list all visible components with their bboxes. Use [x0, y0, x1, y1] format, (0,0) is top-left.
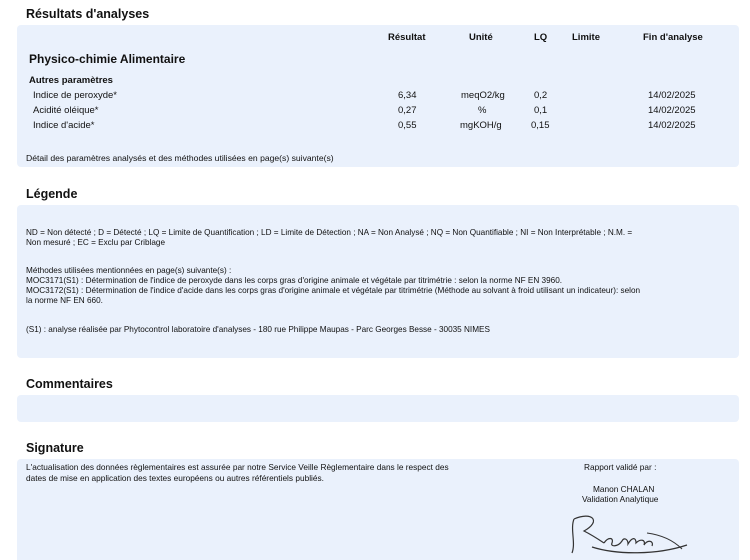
param-unit: % — [478, 105, 487, 116]
param-lq: 0,1 — [534, 105, 548, 116]
param-lq: 0,15 — [531, 120, 550, 131]
col-header-limite: Limite — [572, 32, 600, 43]
signature-section-title: Signature — [26, 441, 84, 455]
signature-text-line1: L'actualisation des données règlementaires est assurée par notre Service Veille Règlementaire dans le respect des — [26, 462, 449, 472]
method-moc3171: MOC3171(S1) : Détermination de l'indice de peroxyde dans les corps gras d'origine animale et végétale par titrimétrie : selon la norme NF EN 3960. — [26, 276, 563, 285]
comments-box — [17, 395, 739, 422]
results-section-title: Résultats d'analyses — [26, 7, 150, 21]
results-footnote: Détail des paramètres analysés et des méthodes utilisées en page(s) suivante(s) — [26, 153, 334, 163]
validated-by-label: Rapport validé par : — [584, 462, 657, 472]
param-end-date: 14/02/2025 — [648, 105, 696, 116]
col-header-resultat: Résultat — [388, 32, 426, 43]
handwritten-signature-image — [562, 509, 692, 559]
signature-box — [17, 459, 739, 560]
validator-role: Validation Analytique — [582, 494, 659, 504]
lab-note: (S1) : analyse réalisée par Phytocontrol laboratoire d'analyses - 180 rue Philippe Maupas - Parc Georges Besse - 30035 NIMES — [26, 325, 490, 334]
param-result: 6,34 — [398, 90, 417, 101]
subcategory-title: Autres paramètres — [29, 75, 113, 86]
param-lq: 0,2 — [534, 90, 548, 101]
comments-section-title: Commentaires — [26, 377, 113, 391]
method-moc3172-line1: MOC3172(S1) : Détermination de l'indice d'acide dans les corps gras d'origine animale et végétale par titrimétrie (Méthode au solvant à froid utilisant un indicateur): selon — [26, 286, 641, 295]
param-end-date: 14/02/2025 — [648, 120, 696, 131]
col-header-unite: Unité — [469, 32, 493, 43]
method-moc3172-line2: la norme NF EN 660. — [26, 296, 103, 305]
category-title: Physico-chimie Alimentaire — [29, 52, 186, 66]
param-name: Indice d'acide* — [33, 120, 95, 131]
col-header-lq: LQ — [534, 32, 548, 43]
signature-text-line2: dates de mise en application des textes européens ou autres référentiels publiés. — [26, 473, 324, 483]
param-result: 0,27 — [398, 105, 417, 116]
validator-name: Manon CHALAN — [593, 484, 655, 494]
results-box — [17, 25, 739, 167]
legend-abbreviations-line1: ND = Non détecté ; D = Détecté ; LQ = Limite de Quantification ; LD = Limite de Détection ; NA = Non Analysé ; NQ = Non Quantifiable ; NI = Non Interprétable ; N.M. = — [26, 228, 633, 237]
legend-box — [17, 205, 739, 358]
param-name: Acidité oléique* — [33, 105, 99, 116]
legend-section-title: Légende — [26, 187, 78, 201]
param-result: 0,55 — [398, 120, 417, 131]
col-header-fin-analyse: Fin d'analyse — [643, 32, 703, 43]
legend-abbreviations-line2: Non mesuré ; EC = Exclu par Criblage — [26, 238, 166, 247]
param-unit: mgKOH/g — [460, 120, 502, 131]
methods-title: Méthodes utilisées mentionnées en page(s) suivante(s) : — [26, 266, 232, 275]
param-name: Indice de peroxyde* — [33, 90, 117, 101]
param-end-date: 14/02/2025 — [648, 90, 696, 101]
param-unit: meqO2/kg — [461, 90, 505, 101]
